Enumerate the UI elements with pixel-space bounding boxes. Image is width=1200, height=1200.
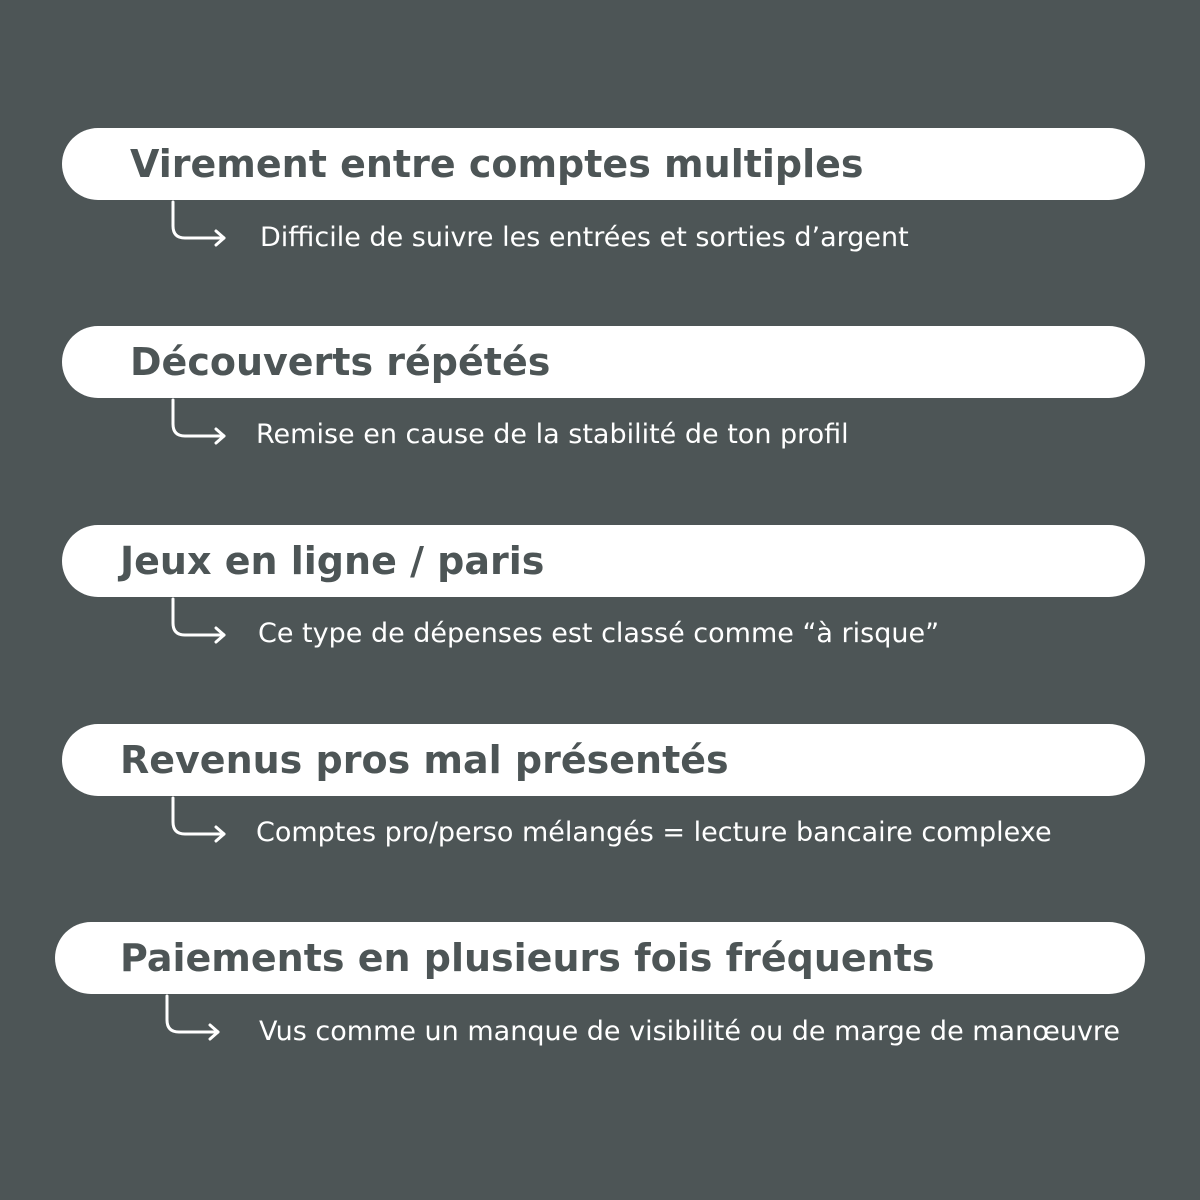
- list-item: [0, 326, 1200, 486]
- arrow-turn-right-icon: [166, 398, 236, 458]
- list-item: [0, 128, 1200, 288]
- item-title: Paiements en plusieurs fois fréquents: [120, 936, 935, 980]
- item-description: Ce type de dépenses est classé comme “à risque”: [258, 618, 940, 649]
- item-description: Comptes pro/perso mélangés = lecture bancaire complexe: [256, 817, 1052, 848]
- list-item: [0, 525, 1200, 685]
- item-title: Virement entre comptes multiples: [130, 142, 864, 186]
- list-item: [0, 922, 1200, 1082]
- item-title: Jeux en ligne / paris: [120, 539, 545, 583]
- item-title: Revenus pros mal présentés: [120, 738, 729, 782]
- item-description: Vus comme un manque de visibilité ou de marge de manœuvre: [259, 1016, 1121, 1047]
- item-description: Remise en cause de la stabilité de ton profil: [256, 419, 849, 450]
- arrow-turn-right-icon: [166, 597, 236, 657]
- arrow-turn-right-icon: [160, 994, 230, 1054]
- item-description: Difficile de suivre les entrées et sorties d’argent: [260, 222, 909, 253]
- item-title: Découverts répétés: [130, 340, 551, 384]
- list-item: [0, 724, 1200, 884]
- arrow-turn-right-icon: [166, 200, 236, 260]
- arrow-turn-right-icon: [166, 796, 236, 856]
